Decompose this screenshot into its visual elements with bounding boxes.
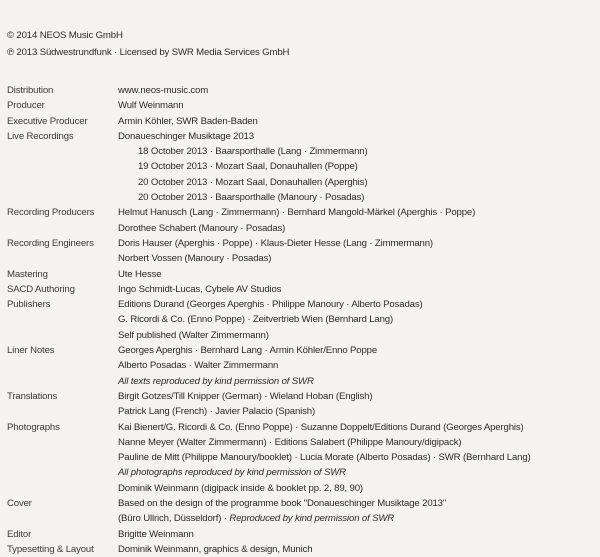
credit-value xyxy=(118,144,600,159)
credit-label xyxy=(7,404,118,419)
credit-value xyxy=(118,435,600,450)
credit-value xyxy=(118,129,600,144)
credit-row xyxy=(7,511,600,526)
credit-row xyxy=(7,190,600,205)
credit-row xyxy=(7,175,600,190)
credit-label: SACD Authoring xyxy=(7,283,75,295)
credit-row xyxy=(7,312,600,327)
credit-value xyxy=(118,374,600,389)
credit-text: Pauline de Mitt (Philippe Manoury/booklet) · Lucia Morate (Alberto Posadas) · SWR (Bernhard Lang) xyxy=(118,452,531,464)
credit-label: Mastering xyxy=(7,268,48,280)
credit-text: Dominik Weinmann (digipack inside & booklet pp. 2, 89, 90) xyxy=(118,482,363,494)
credit-label: Editor xyxy=(7,528,32,540)
credit-value xyxy=(118,297,600,312)
copyright-line: © 2014 NEOS Music GmbH xyxy=(7,30,123,41)
credit-row xyxy=(7,221,600,236)
credit-text: 20 October 2013 · Mozart Saal, Donauhallen (Aperghis) xyxy=(138,176,368,188)
credit-value xyxy=(118,527,600,542)
credit-value xyxy=(118,205,600,220)
credit-label xyxy=(7,312,118,327)
credit-text: Doris Hauser (Aperghis · Poppe) · Klaus-Dieter Hesse (Lang · Zimmermann) xyxy=(118,237,433,249)
credit-row xyxy=(7,465,600,480)
credit-row xyxy=(7,542,600,557)
credit-value xyxy=(118,221,600,236)
credit-row xyxy=(7,343,600,358)
credit-row xyxy=(7,114,600,129)
credit-text: Alberto Posadas · Walter Zimmermann xyxy=(118,360,279,372)
credit-row xyxy=(7,282,600,297)
credit-label: Recording Engineers xyxy=(7,237,94,249)
credit-row xyxy=(7,98,600,113)
credit-note: · Reproduced by kind permission of SWR xyxy=(221,513,395,525)
credit-label: Distribution xyxy=(7,85,54,96)
credit-text: Helmut Hanusch (Lang · Zimmermann) · Bernhard Mangold-Märkel (Aperghis · Poppe) xyxy=(118,207,476,219)
credit-label xyxy=(7,175,118,190)
credit-row xyxy=(7,404,600,419)
credit-row xyxy=(7,267,600,282)
credit-label xyxy=(7,511,118,526)
credit-label: Live Recordings xyxy=(7,130,74,142)
credit-text: 20 October 2013 · Baarsporthalle (Manoury · Posadas) xyxy=(138,192,365,204)
credit-text: www.neos-music.com xyxy=(118,85,209,96)
credit-value xyxy=(118,465,600,480)
credit-label: Photographs xyxy=(7,421,60,433)
credit-row xyxy=(7,297,600,312)
credit-label: Recording Producers xyxy=(7,207,95,219)
credit-label: Liner Notes xyxy=(7,345,55,357)
credit-value xyxy=(118,450,600,465)
credit-row xyxy=(7,159,600,174)
credit-row xyxy=(7,144,600,159)
credit-label: Executive Producer xyxy=(7,115,88,127)
credit-label xyxy=(7,328,118,343)
credit-label xyxy=(7,190,118,205)
credit-text: Editions Durand (Georges Aperghis · Philippe Manoury · Alberto Posadas) xyxy=(118,299,423,311)
credit-value xyxy=(118,282,600,297)
credit-text: Wulf Weinmann xyxy=(118,100,184,112)
credit-row xyxy=(7,328,600,343)
credit-value xyxy=(118,358,600,373)
credit-text: Based on the design of the programme book "Donaueschinger Musiktage 2013" xyxy=(118,498,447,510)
credit-row xyxy=(7,358,600,373)
credit-label xyxy=(7,450,118,465)
credit-row xyxy=(7,481,600,496)
credit-value xyxy=(118,236,600,251)
credit-value xyxy=(118,114,600,129)
credit-value xyxy=(118,420,600,435)
credit-label xyxy=(7,374,118,389)
credit-value xyxy=(118,328,600,343)
credit-value xyxy=(118,389,600,404)
credit-label xyxy=(7,221,118,236)
credit-text: Brigitte Weinmann xyxy=(118,528,194,540)
credit-row xyxy=(7,527,600,542)
credit-label: Translations xyxy=(7,390,58,402)
credit-text: Dominik Weinmann, graphics & design, Munich xyxy=(118,543,313,555)
credit-value xyxy=(118,251,600,266)
credit-row xyxy=(7,236,600,251)
credit-row xyxy=(7,420,600,435)
credit-label xyxy=(7,435,118,450)
credit-value xyxy=(118,511,600,526)
credit-label xyxy=(7,481,118,496)
credit-value xyxy=(118,481,600,496)
credit-row xyxy=(7,251,600,266)
credit-label: Cover xyxy=(7,498,32,510)
credits-list xyxy=(7,83,600,557)
credit-value xyxy=(118,312,600,327)
credit-value xyxy=(118,98,600,113)
credit-text: Donaueschinger Musiktage 2013 xyxy=(118,130,254,142)
credit-label xyxy=(7,251,118,266)
credit-value xyxy=(118,404,600,419)
copyright-block xyxy=(7,27,600,61)
credit-row xyxy=(7,389,600,404)
credit-text: All texts reproduced by kind permission of SWR xyxy=(118,375,314,387)
credit-text: All photographs reproduced by kind permission of SWR xyxy=(118,467,346,479)
credit-value xyxy=(118,496,600,511)
credit-text: (Büro Ullrich, Düsseldorf) xyxy=(118,513,222,525)
credit-row xyxy=(7,450,600,465)
credit-text: Georges Aperghis · Bernhard Lang · Armin Köhler/Enno Poppe xyxy=(118,345,378,357)
credit-value xyxy=(118,542,600,557)
credit-row xyxy=(7,496,600,511)
credit-text: Kai Bienert/G. Ricordi & Co. (Enno Poppe) · Suzanne Doppelt/Editions Durand (Georges Aperghis) xyxy=(118,421,524,433)
credit-text: 18 October 2013 · Baarsporthalle (Lang · Zimmermann) xyxy=(138,146,368,158)
credit-row xyxy=(7,83,600,98)
credit-label: Producer xyxy=(7,100,45,112)
credit-text: 19 October 2013 · Mozart Saal, Donauhallen (Poppe) xyxy=(138,161,358,173)
credit-value xyxy=(118,83,600,98)
credit-text: Ute Hesse xyxy=(118,268,162,280)
credit-label xyxy=(7,358,118,373)
credit-value xyxy=(118,190,600,205)
credit-row xyxy=(7,129,600,144)
credit-text: Armin Köhler, SWR Baden-Baden xyxy=(118,115,258,127)
credit-label: Typesetting & Layout xyxy=(7,543,94,555)
credit-value xyxy=(118,175,600,190)
credit-text: Dorothee Schabert (Manoury · Posadas) xyxy=(118,222,286,234)
credit-value xyxy=(118,267,600,282)
credit-row xyxy=(7,205,600,220)
phonographic-copyright-line: ℗ 2013 Südwestrundfunk · Licensed by SWR Media Services GmbH xyxy=(7,47,290,58)
credit-label xyxy=(7,159,118,174)
credit-label xyxy=(7,465,118,480)
credit-value xyxy=(118,159,600,174)
credit-text: Ingo Schmidt-Lucas, Cybele AV Studios xyxy=(118,283,282,295)
credit-row xyxy=(7,435,600,450)
credit-label: Publishers xyxy=(7,299,51,311)
credit-text: Birgit Gotzes/Till Knipper (German) · Wieland Hoban (English) xyxy=(118,390,373,402)
credit-text: Self published (Walter Zimmermann) xyxy=(118,329,269,341)
credit-value xyxy=(118,343,600,358)
credit-text: Nanne Meyer (Walter Zimmermann) · Editions Salabert (Philippe Manoury/digipack) xyxy=(118,436,462,448)
credit-text: G. Ricordi & Co. (Enno Poppe) · Zeitvertrieb Wien (Bernhard Lang) xyxy=(118,314,393,326)
credit-row xyxy=(7,374,600,389)
credit-text: Norbert Vossen (Manoury · Posadas) xyxy=(118,253,272,265)
credit-label xyxy=(7,144,118,159)
credit-text: Patrick Lang (French) · Javier Palacio (Spanish) xyxy=(118,406,316,418)
